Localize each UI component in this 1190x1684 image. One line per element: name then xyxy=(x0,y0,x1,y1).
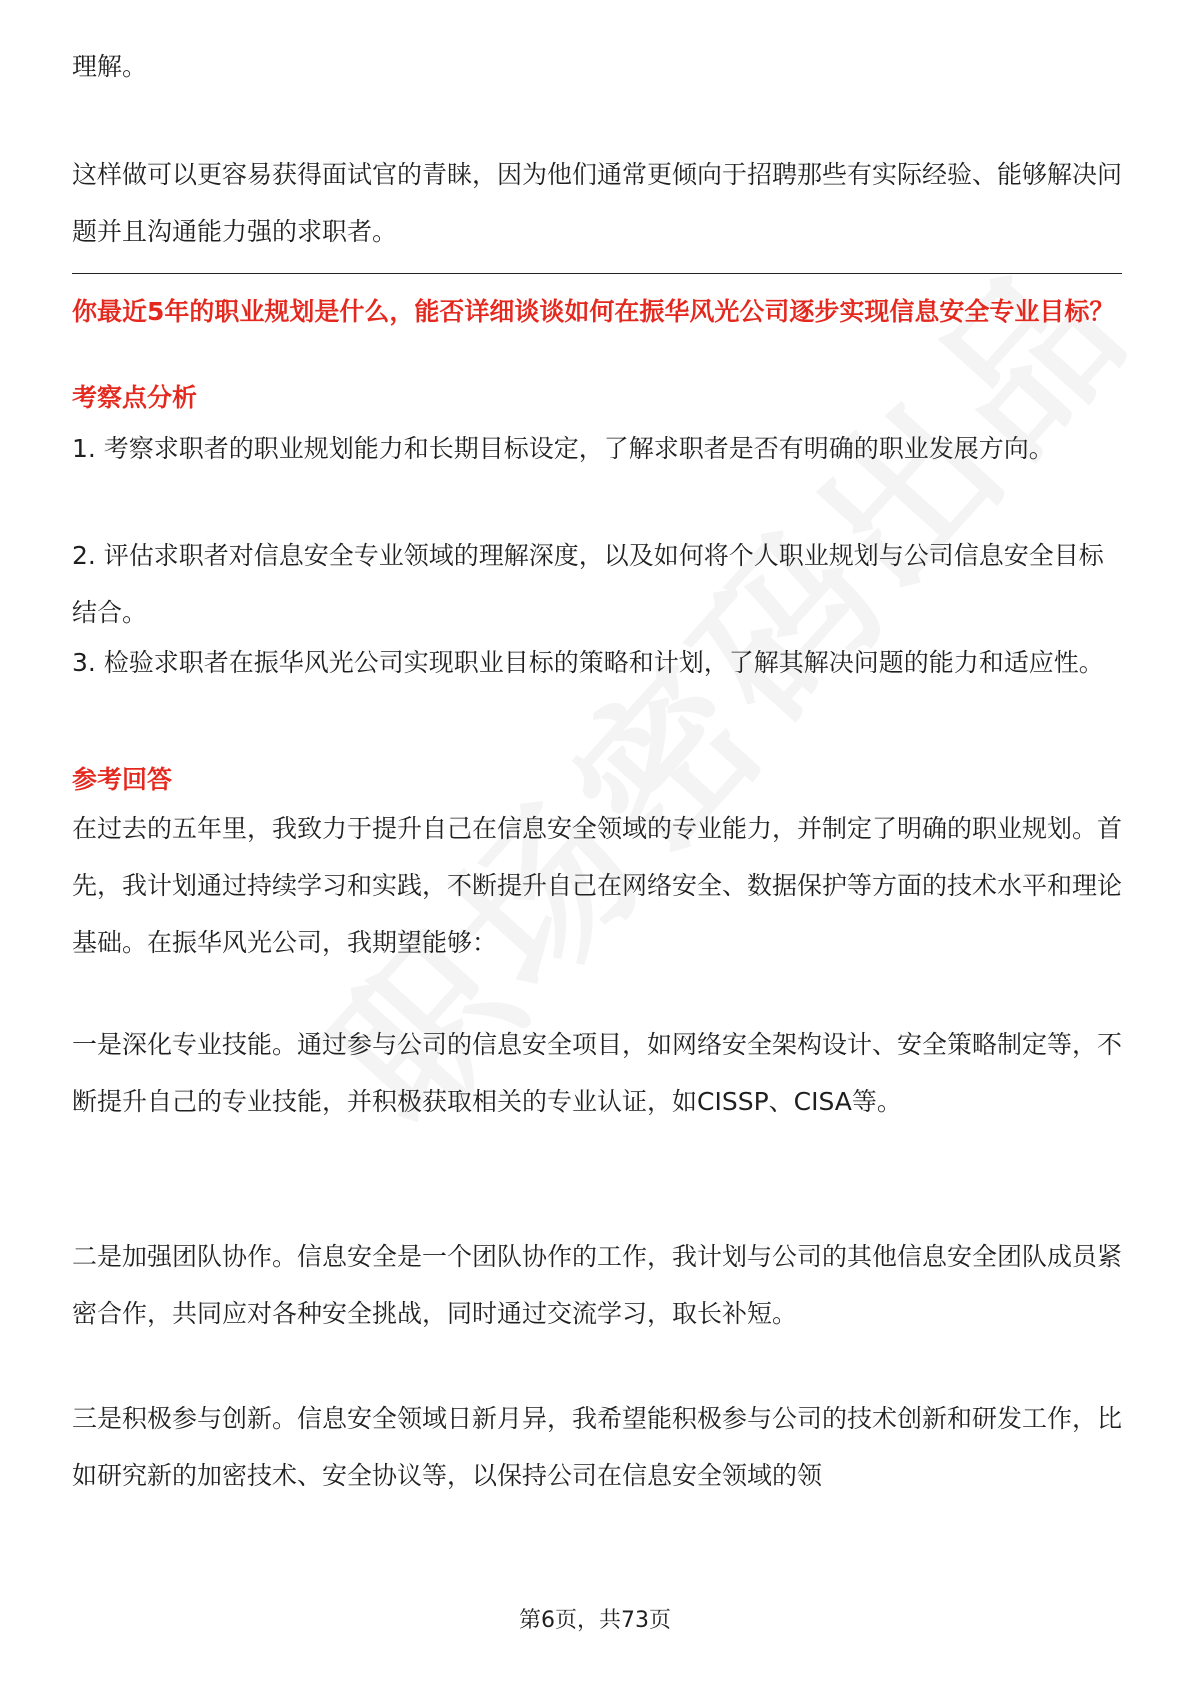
answer-paragraph-2: 一是深化专业技能。通过参与公司的信息安全项目，如网络安全架构设计、安全策略制定等，不断提升自己的专业技能，并积极获取相关的专业认证，如CISSP、CISA等。 xyxy=(72,1030,1123,1116)
continued-text: 理解。 xyxy=(72,52,148,81)
answer-paragraph-4: 三是积极参与创新。信息安全领域日新月异，我希望能积极参与公司的技术创新和研发工作，比如研究新的加密技术、安全协议等，以保持公司在信息安全领域的领 xyxy=(72,1404,1123,1490)
analysis-item-1: 1. 考察求职者的职业规划能力和长期目标设定，了解求职者是否有明确的职业发展方向。 xyxy=(72,434,1054,463)
document-page xyxy=(72,0,1122,1684)
answer-heading: 参考回答 xyxy=(72,765,173,794)
page-footer: 第6页，共73页 xyxy=(519,1608,671,1633)
section-divider xyxy=(72,273,1122,274)
intro-paragraph: 这样做可以更容易获得面试官的青睐，因为他们通常更倾向于招聘那些有实际经验、能够解决问题并且沟通能力强的求职者。 xyxy=(72,160,1123,246)
answer-paragraph-1: 在过去的五年里，我致力于提升自己在信息安全领域的专业能力，并制定了明确的职业规划。首先，我计划通过持续学习和实践，不断提升自己在网络安全、数据保护等方面的技术水平和理论基础。在振华风光公司，我期望能够： xyxy=(72,814,1123,957)
question-title: 你最近5年的职业规划是什么，能否详细谈谈如何在振华风光公司逐步实现信息安全专业目标？ xyxy=(72,297,1115,326)
analysis-item-2: 2. 评估求职者对信息安全专业领域的理解深度，以及如何将个人职业规划与公司信息安全目标结合。 xyxy=(72,541,1104,627)
analysis-item-3: 3. 检验求职者在振华风光公司实现职业目标的策略和计划，了解其解决问题的能力和适应性。 xyxy=(72,648,1104,677)
analysis-heading: 考察点分析 xyxy=(72,383,198,412)
answer-paragraph-3: 二是加强团队协作。信息安全是一个团队协作的工作，我计划与公司的其他信息安全团队成员紧密合作，共同应对各种安全挑战，同时通过交流学习，取长补短。 xyxy=(72,1242,1123,1328)
